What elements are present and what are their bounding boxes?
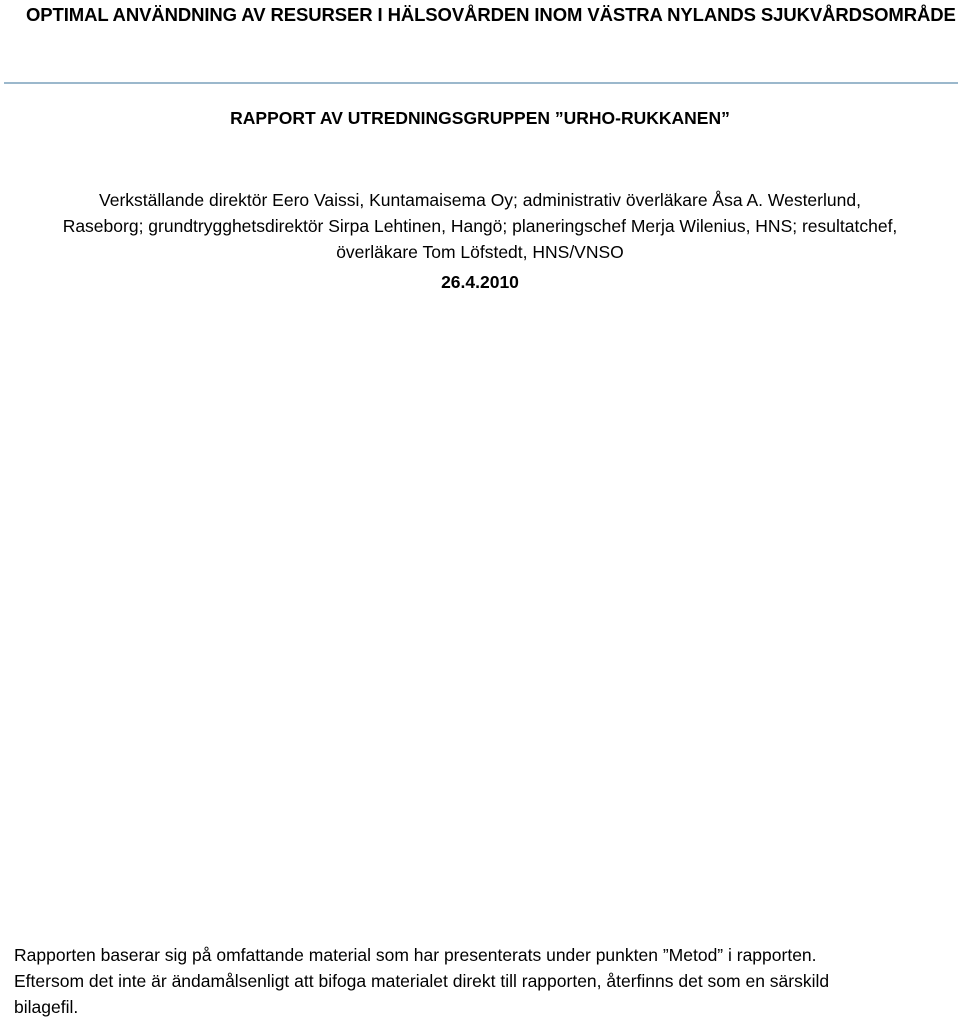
authors-block: [0, 187, 960, 265]
body-line: Rapporten baserar sig på omfattande material som har presenterats under punkten ”Metod” i rapporten.: [14, 945, 817, 965]
body-paragraph: [14, 942, 954, 1020]
authors-line: överläkare Tom Löfstedt, HNS/VNSO: [336, 242, 624, 262]
authors-line: Verkställande direktör Eero Vaissi, Kuntamaisema Oy; administrativ överläkare Åsa A. Westerlund,: [99, 190, 861, 210]
authors-line: Raseborg; grundtrygghetsdirektör Sirpa Lehtinen, Hangö; planeringschef Merja Wilenius, HNS; resultatchef,: [62, 216, 898, 236]
body-line: bilagefil.: [14, 997, 79, 1017]
report-date: 26.4.2010: [441, 272, 519, 292]
body-line: Eftersom det inte är ändamålsenligt att bifoga materialet direkt till rapporten, återfinns det som en särskild: [14, 971, 830, 991]
header-divider: [4, 82, 958, 84]
document-title: OPTIMAL ANVÄNDNING AV RESURSER I HÄLSOVÅRDEN INOM VÄSTRA NYLANDS SJUKVÅRDSOMRÅDE: [26, 4, 956, 25]
report-subtitle: RAPPORT AV UTREDNINGSGRUPPEN ”URHO-RUKKANEN”: [230, 108, 730, 128]
